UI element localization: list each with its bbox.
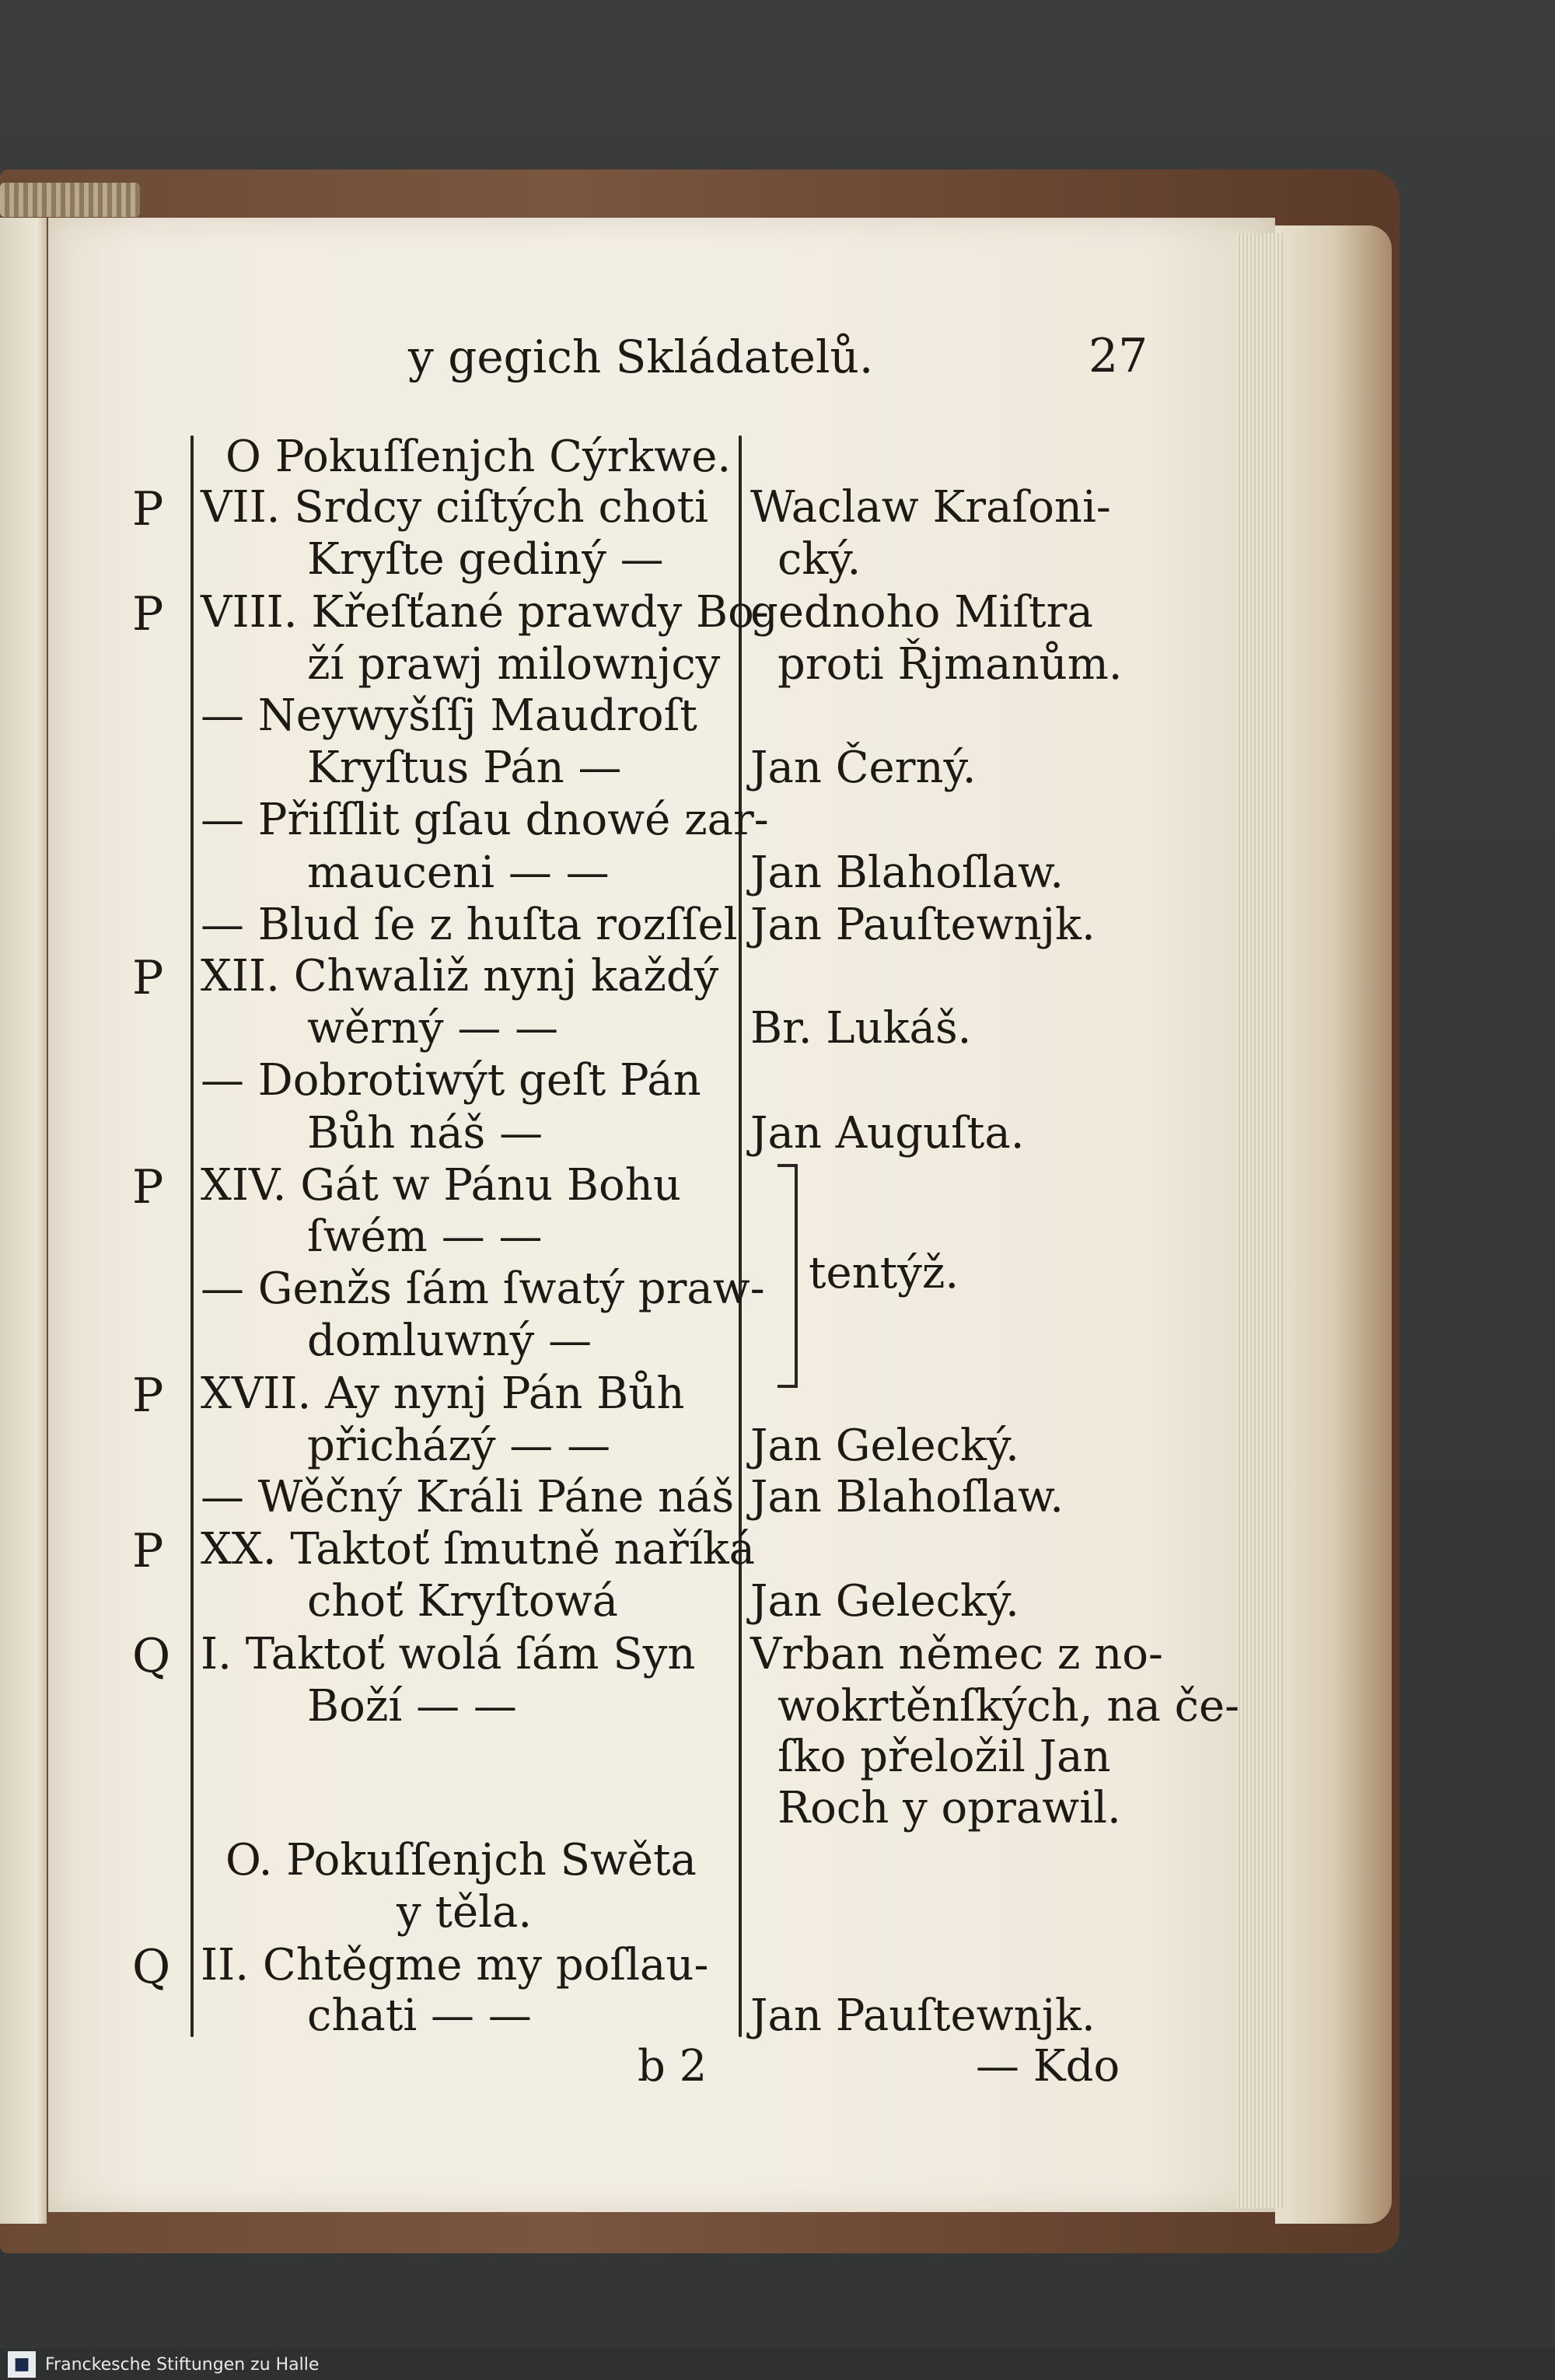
author-line: Jan Pauſtewnjk. <box>750 900 1095 950</box>
grouping-brace <box>778 1164 798 1388</box>
hymn-line: XII. Chwaliž nynj každý <box>201 951 719 1001</box>
section-marker: P <box>132 951 164 1005</box>
middle-column-rule <box>739 435 742 2037</box>
author-line: Jan Blahoſlaw. <box>750 1472 1064 1522</box>
section-heading: O. Pokuſſenjch Swěta <box>225 1835 697 1885</box>
author-line: Br. Lukáš. <box>750 1003 972 1054</box>
hymn-line: — Přiſſlit gſau dnowé zar- <box>201 795 769 845</box>
hymn-line: I. Taktoť wolá ſám Syn <box>201 1629 696 1679</box>
hymn-line: XVII. Ay nynj Pán Bůh <box>201 1368 685 1419</box>
author-line: cký. <box>778 534 861 585</box>
author-line: wokrtěnſkých, na če- <box>778 1681 1240 1732</box>
left-column-rule <box>190 435 194 2037</box>
hymn-line: VIII. Křeſťané prawdy Bo- <box>201 587 769 638</box>
author-line: proti Řjmanům. <box>778 639 1123 690</box>
hymn-line: mauceni — — <box>307 848 610 898</box>
hymn-line: VII. Srdcy ciſtých choti <box>201 482 708 533</box>
catchword: — Kdo <box>976 2041 1120 2092</box>
section-marker: P <box>132 587 164 641</box>
hymn-line: Boží — — <box>307 1681 517 1732</box>
author-line: tentýž. <box>809 1248 959 1298</box>
hymn-line: wěrný — — <box>307 1003 559 1054</box>
hymn-line: — Dobrotiwýt geſt Pán <box>201 1055 701 1106</box>
running-title: y gegich Skládatelů. <box>408 330 874 383</box>
author-line: Jan Auguſta. <box>750 1108 1025 1159</box>
author-line: Roch y oprawil. <box>778 1783 1121 1833</box>
hymn-line: XIV. Gát w Pánu Bohu <box>201 1160 681 1211</box>
hymn-line: domluwný — <box>307 1316 592 1366</box>
author-line: Vrban němec z no- <box>750 1629 1163 1679</box>
signature-mark: b 2 <box>638 2041 708 2092</box>
left-page-edge <box>0 218 47 2224</box>
hymn-line: Kryſte gediný — <box>307 534 664 585</box>
hymn-line: chati — — <box>307 1990 532 2041</box>
franckesche-logo-icon: ■ <box>8 2351 36 2378</box>
hymn-line: Bůh náš — <box>307 1108 543 1159</box>
section-marker: Q <box>132 1629 171 1683</box>
author-line: gednoho Miſtra <box>750 587 1093 638</box>
hymn-line: choť Kryſtowá <box>307 1576 618 1627</box>
author-line: Jan Gelecký. <box>750 1576 1019 1627</box>
page-number: 27 <box>1088 329 1148 383</box>
hymn-line: přicházý — — <box>307 1421 611 1471</box>
hymn-line: — Wěčný Králi Páne náš <box>201 1472 735 1522</box>
page-stack-edges <box>1236 233 1283 2208</box>
section-marker: P <box>132 1368 164 1423</box>
attribution-text: Franckesche Stiftungen zu Halle <box>45 2355 320 2375</box>
hymn-line: — Genžs ſám ſwatý praw- <box>201 1263 765 1314</box>
hymn-line: Kryſtus Pán — <box>307 743 622 793</box>
author-line: Jan Pauſtewnjk. <box>750 1990 1095 2041</box>
section-heading: y těla. <box>397 1887 533 1938</box>
hymn-line: — Neywyšſſj Maudroſt <box>201 690 697 741</box>
author-line: Jan Černý. <box>750 743 977 793</box>
author-line: Waclaw Kraſoni- <box>750 482 1111 533</box>
hymn-line: ſwém — — <box>307 1211 543 1262</box>
section-marker: P <box>132 482 164 536</box>
section-marker: P <box>132 1524 164 1578</box>
hymn-line: II. Chtěgme my poſlau- <box>201 1940 709 1990</box>
headband <box>0 183 140 217</box>
hymn-line: XX. Taktoť ſmutně naříká <box>201 1524 756 1574</box>
hymn-line: — Blud ſe z huſta rozſſel <box>201 900 738 950</box>
author-line: Jan Blahoſlaw. <box>750 848 1064 898</box>
page-block-edge <box>1275 225 1392 2224</box>
section-marker: P <box>132 1160 164 1214</box>
section-heading: O Pokuſſenjch Cýrkwe. <box>225 432 732 482</box>
hymn-line: ží prawj milownjcy <box>307 639 721 690</box>
section-marker: Q <box>132 1940 171 1994</box>
author-line: Jan Gelecký. <box>750 1421 1019 1471</box>
author-line: ſko přeložil Jan <box>778 1732 1111 1782</box>
